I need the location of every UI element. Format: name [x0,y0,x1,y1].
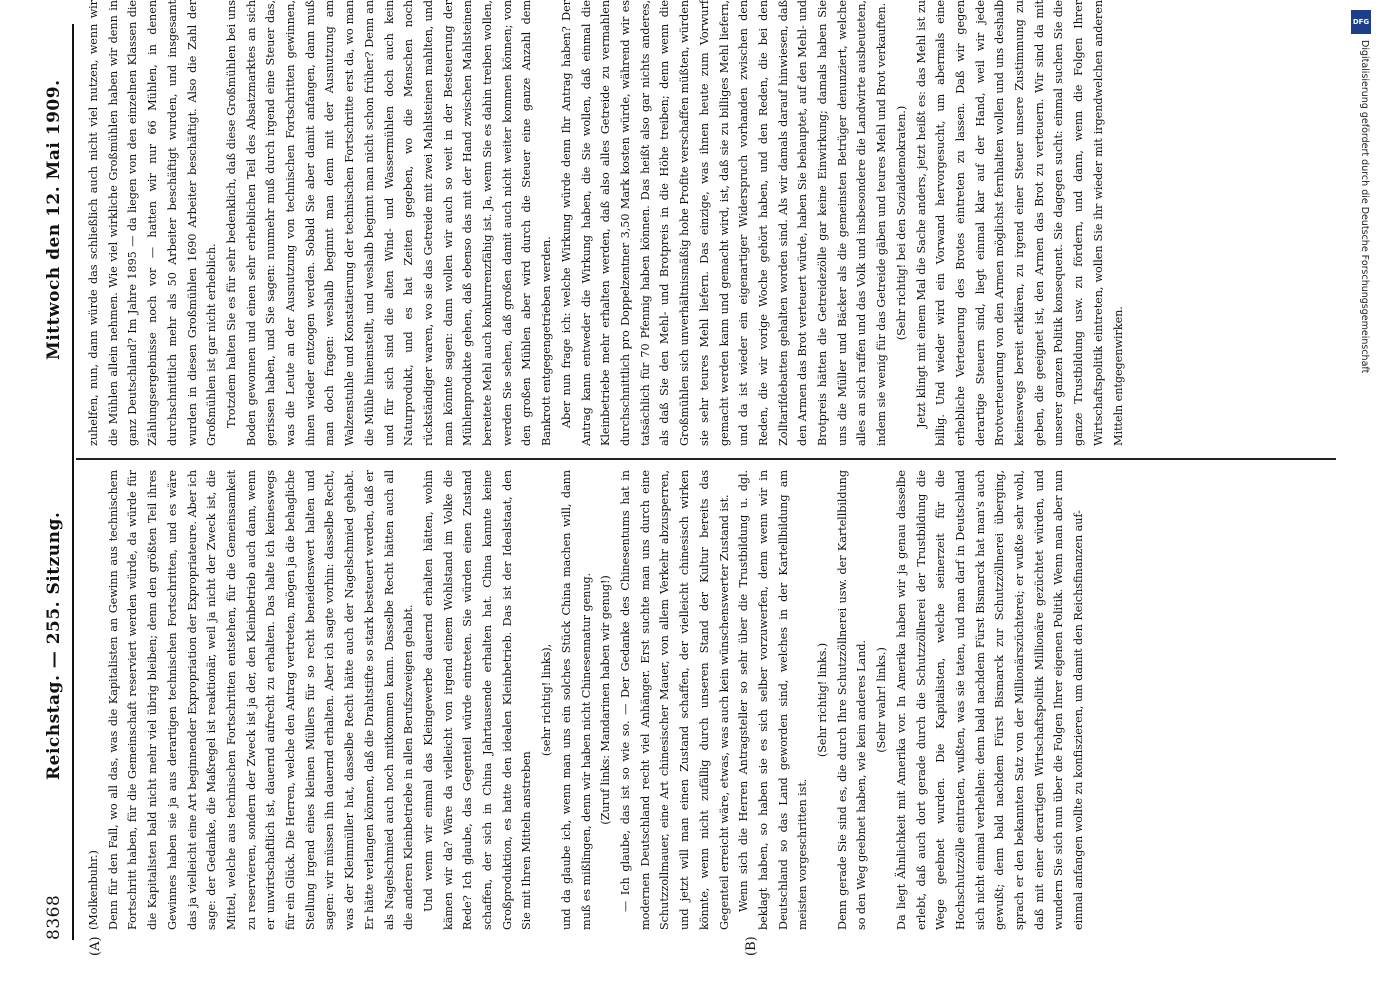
page-number: 8368 [44,894,64,940]
paragraph: Jetzt klingt mit einem Mal die Sache anders, jetzt heißt es: das Mehl ist zu billig. Und wieder wird ein Vorwand hervorgesucht, um abermals eine erhebliche Verteuerung des Brotes eintreten zu lassen. Daß wir gegen derartige Steuern sind, liegt einmal klar auf der Hand, weil wir jede Brotverteuerung von den Armen möglichst fernhalten wollen und uns deshalb keineswegs bereit erklären, zu irgend einer Steuer unsere Zustimmung zu geben, die geeignet ist, den Armen das Brot zu verteuern. Wir sind da mit unserer ganzen Politik konsequent. Sie dagegen sucht: einmal suchen Sie die ganze Trustbildung usw. zu fördern, und dann, wenn die Folgen Ihrer Wirtschaftspolitik eintreten, wollen Sie ihr wieder mit irgendwelchen anderen Mitteln entgegenwirken. [914,0,1125,446]
interjection: (Zuruf links: Mandarinen haben wir genug!) [599,575,613,825]
paragraph: Da liegt Ähnlichkeit mit Amerika vor. In Amerika haben wir ja genau dasselbe erlebt, daß auch dort gerade durch die Schutzzöllnerei der Trustbildung die Wege geebnet wurden. Die Kapitalisten, welche seinerzeit für die Hochschutzzölle eintraten, wußten, was sie taten, und man darf in Deutschland sich nicht einmal verhehlen: denn bald nachdem Fürst Bismarck hat man's auch gewußt; denn bald nachdem Fürst Bismarck zur Schutzzöllnerei überging, sprach er den bekannten Satz von der Millionärszüchterei; er wußte sehr wohl, daß mit einer derartigen Wirtschaftspolitik Millionäre gezüchtet würden, und wundern Sie sich nun über die Folgen Ihrer eigenen Politik. Wenn man aber nun einmal anfangen wollte zu konfiszieren, um damit den Reichsfinanzen auf- [894,470,1086,930]
paragraph: und da glaube ich, wenn man uns ein solches Stück China machen will, dann muß es mißlingen, denn wir haben nicht Chinesennatur genug. [559,470,593,930]
column-divider [76,458,1336,460]
left-column [84,470,1346,930]
right-column [84,0,1346,446]
page-header [38,24,70,940]
dfg-logo-icon: DFG [1351,10,1371,34]
session-date: Mittwoch den 12. Mai 1909. [44,79,64,360]
paragraph: Trotzdem halten Sie es für sehr bedenklich, daß diese Großmühlen bei uns Boden gewonnen und einen sehr erheblichen Teil des Absatzmarktes an sich gerissen haben, und Sie sagen: nunmehr muß durch irgend eine Steuer das, was die Leute an der Ausnutzung von technischen Fortschritten gewinnen, ihnen wieder entzogen werden. Sobald Sie aber damit anfangen, dann muß man doch fragen: weshalb beginnt man denn mit der Ausnutzung am Walzenstuhle und Konstatierung der technischen Fortschritte erst da, wo man die Mühle hineinstellt, und weshalb beginnt man nicht schon früher? Denn an und für sich sind die alten Wind- und Wassermühlen doch auch kein Naturprodukt, und es hat Zeiten gegeben, wo die Menschen noch rückständiger waren, wo sie das Getreide mit zwei Mahlsteinen mahlten, und man könnte sagen: dann wollen wir auch so weit in der Besteuerung der Mühlenprodukte gehen, daß ebenso das mit der Hand zwischen Mahlsteinen bereitete Mehl auch konkurrenzfähig ist. Ja, wenn Sie es dahin treiben wollen, werden Sie sehen, daß großen damit auch nicht weiter kommen können; von den großen Mühlen aber wird durch die Steuer eine ganze Anzahl dem Bankrott entgegengetrieben werden. [224,0,554,446]
credit-text: Digitalisierung gefördert durch die Deutsche Forschungsgemeinschaft [1359,40,1370,374]
interjection: (Sehr richtig! links.) [816,642,830,758]
margin-marker-b: (B) [744,936,759,956]
interjection: (Sehr richtig! bei den Sozialdemokraten.) [894,105,908,341]
session-title: Reichstag. — 255. Sitzung. [44,511,64,780]
interjection: (Sehr wahr! links.) [875,647,889,753]
paragraph: Und wenn wir einmal das Kleingewerbe dauernd erhalten hätten, wohin kämen wir da? Wäre da vielleicht von irgend einem Wohlstand im Volke die Rede? Ich glaube, das Gegenteil würde eintreten. Sie würden einen Zustand schaffen, der sich in China Jahrtausende erhalten hat. China kannte keine Großproduktion, es hatte den idealen Kleinbetrieb. Das ist der Idealstaat, den Sie mit Ihren Mitteln anstreben [421,470,534,930]
paragraph: Aber nun frage ich: welche Wirkung würde denn Ihr Antrag haben? Der Antrag kann entweder die Wirkung haben, die Sie wollen, daß einmal die Kleinbetriebe mehr erhalten werden, daß also alles Getreide zu vermahlen durchschnittlich pro Doppelzentner 3,50 Mark kosten würde, während wir es tatsächlich für 70 Pfennig haben können. Das heißt also gar nichts anderes, als daß Sie den Mehl- und Brotpreis in die Höhe treiben; denn wenn die Großmühlen sich unverhältnismäßig hohe Profite verschaffen müßten, würden sie sehr teures Mehl liefern. Das einzige, was ihnen heute zum Vorwurf gemacht werden kann und gemacht wird, ist, daß sie zu billiges Mehl liefern, und da ist wieder ein eigenartiger Widerspruch vorhanden zwischen den Reden, die wir vorige Woche gehört haben, und den Reden, die bei den Zolltarifdebatten gehalten worden sind. Als wir damals darauf hinwiesen, daß den Armen das Brot verteuert würde, haben Sie behauptet, auf den Mehl- und Brotpreis hätten die Getreidezölle gar keine Einwirkung; damals haben Sie uns die Müller und Bäcker als die gemeinsten Betrüger denunziert, welche alles an sich raffen und das Volk und insbesondere die Landwirte ausbeuteten, indem sie wenig für das Getreide gäben und teures Mehl und Brot verkauften. [559,0,889,446]
paragraph: Denn gerade Sie sind es, die durch Ihre Schutzzöllnerei usw. der Kartellbildung so den Weg geebnet haben, wie kein anderes Land. [835,470,869,930]
margin-marker-a: (A) [88,936,103,956]
header-rule [72,24,74,940]
interjection: (sehr richtig! links), [540,643,554,757]
paragraph: Denn für den Fall, wo all das, was die Kapitalisten an Gewinn aus technischem Fortschritt haben, für die Gemeinschaft reserviert werden würde, da würde für die Kapitalisten bald nicht mehr viel übrig bleiben; denn den größten Teil ihres Gewinnes haben sie ja aus derartigen technischen Fortschritten, und es wäre das ja vielleicht eine Art beginnender Expropriation der Expropriateure. Aber ich sage: der Gedanke, die Maßregel ist reaktionär, weil ja nicht der Zweck ist, die Mittel, welche aus technischen Fortschritten entstehen, für die Gemeinsamkeit zu reservieren, sondern der Zweck ist ja der, den Kleinbetrieb auch dann, wenn er unwirtschaftlich ist, dauernd aufrecht zu erhalten. Das halte ich keineswegs für ein Glück. Die Herren, welche den Antrag vertreten, mögen ja die behagliche Stellung irgend eines kleinen Müllers für so recht beneidenswert halten und sagen: wir müssen ihn dauernd erhalten. Aber ich sagte vorhin: dasselbe Recht, was der Kleinmüller hat, dasselbe Recht hätte auch der Nagelschmied gehabt. Er hätte verlangen können, daß die Drahtstifte so stark besteuert werden, daß er als Nagelschmied auch noch mitkommen kann. Dasselbe Recht hätten auch all die anderen Kleinbetriebe in allen Berufszweigen gehabt. [106,470,416,930]
digitization-credit [1350,10,1380,990]
speaker-name: (Molkenbuhr.) [87,850,100,930]
paragraph: zuhelfen, nun, dann würde das schließlich auch nicht viel nutzen, wenn wir die Mühlen allein nehmen. Wie viel wirkliche Großmühlen haben wir denn in ganz Deutschland? Im Jahre 1895 — da liegen von den einzelnen Klassen die Zählungsergebnisse noch vor — hatten wir nur 66 Mühlen, in denen durchschnittlich mehr als 50 Arbeiter beschäftigt wurden, und insgesamt wurden in diesen Großmühlen 1690 Arbeiter beschäftigt. Also die Zahl der Großmühlen ist gar nicht erheblich. [87,0,219,446]
paragraph: — Ich glaube, das ist so wie so. — Der Gedanke des Chinesentums hat in modernen Deutschland recht viel Anhänger. Erst suchte man uns durch eine Schutzzollmauer, eine Art chinesischer Mauer, von allem Verkehr abzusperren, und jetzt will man einen Zustand schaffen, der vielleicht chinesisch wirken könnte, wenn nicht zufällig durch unseren Stand der Kultur bereits das Gegenteil erreicht wäre, etwas, was auch kein wünschenswerter Zustand ist. [618,470,731,930]
paragraph: Wenn sich die Herren Antragsteller so sehr über die Trustbildung u. dgl. beklagt haben, so haben sie es sich selber vorzuwerfen, denn wenn wir in Deutschland so das Land geworden sind, welches in der Kartellbildung am meisten vorgeschritten ist. [737,470,810,930]
